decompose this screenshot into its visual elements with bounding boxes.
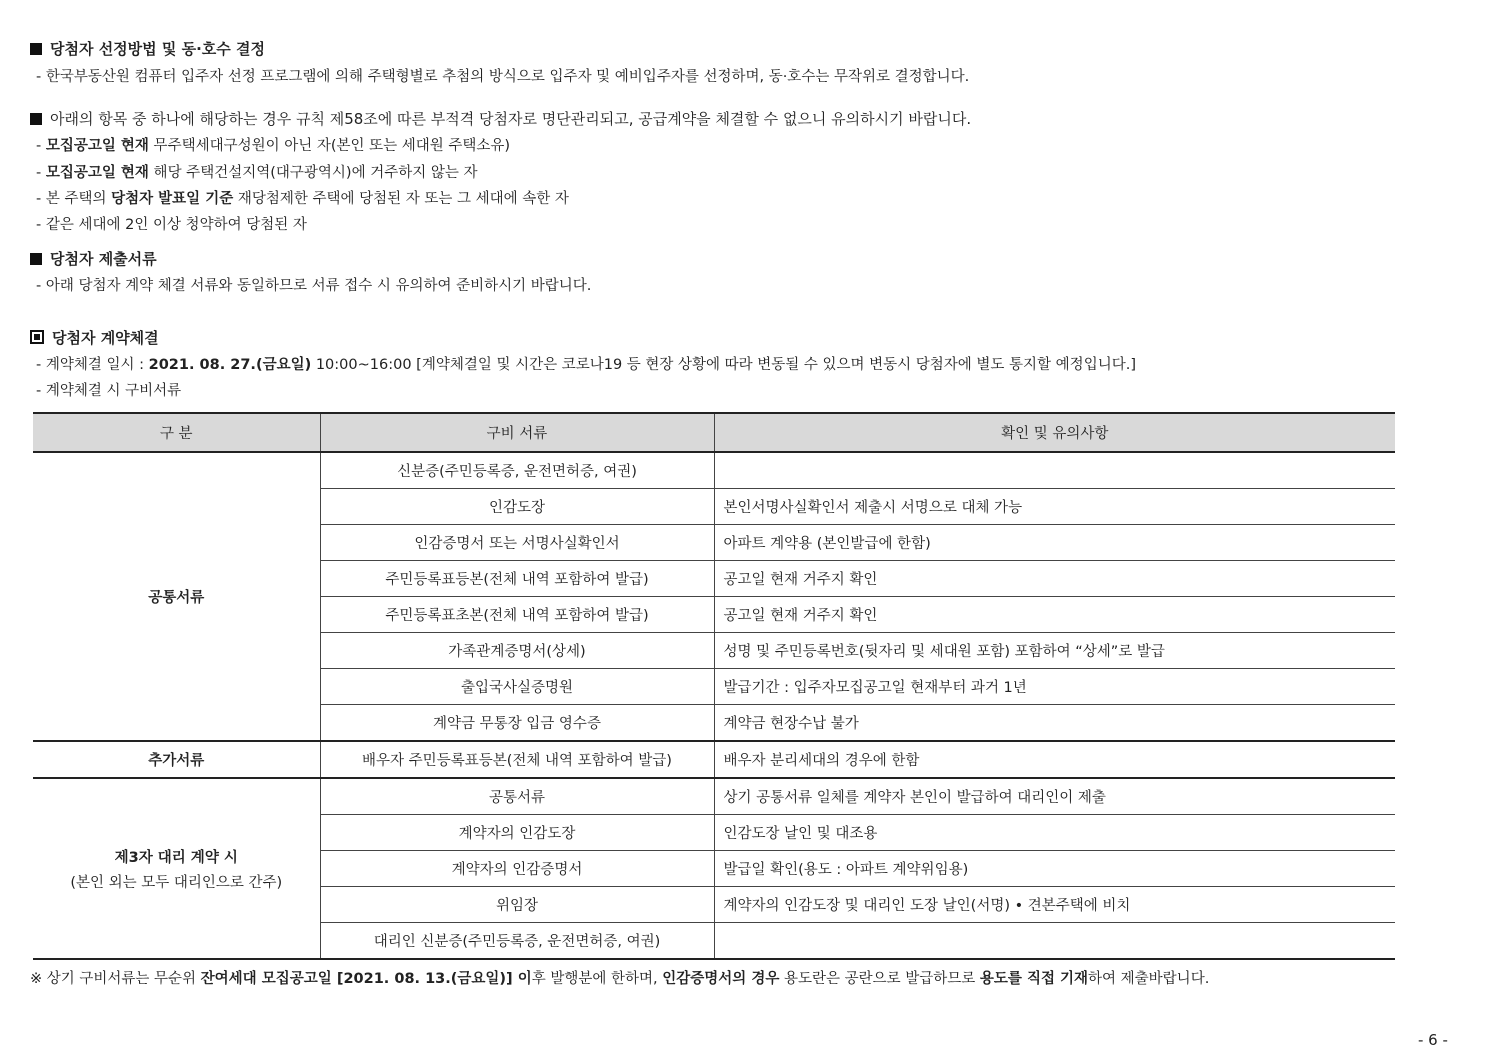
section-submission-heading: 당첨자 제출서류 [30,248,157,269]
ineligible-item: - 본 주택의 당첨자 발표일 기준 재당첨제한 주택에 당첨된 자 또는 그 세대에 속한 자 [36,191,569,207]
note-cell: 계약자의 인감도장 및 대리인 도장 날인(서명) • 견본주택에 비치 [714,887,1395,923]
header-category: 구 분 [33,413,320,452]
document-cell: 주민등록표초본(전체 내역 포함하여 발급) [320,597,714,633]
category-proxy [33,778,320,959]
page-number: - 6 - [1418,1031,1448,1049]
category-extra: 추가서류 [33,741,320,778]
table-row [33,741,1395,778]
category-proxy-label: 제3자 대리 계약 시 [114,849,238,866]
document-cell: 출입국사실증명원 [320,669,714,705]
table-header-row [33,413,1395,452]
document-cell: 위임장 [320,887,714,923]
document-cell: 인감증명서 또는 서명사실확인서 [320,525,714,561]
note-cell: 계약금 현장수납 불가 [714,705,1395,742]
document-cell: 대리인 신분증(주민등록증, 운전면허증, 여권) [320,923,714,960]
note-cell [714,452,1395,489]
category-common: 공통서류 [33,452,320,741]
document-cell: 주민등록표등본(전체 내역 포함하여 발급) [320,561,714,597]
note-cell [714,923,1395,960]
square-bullet-icon [30,113,42,125]
contract-date-line: - 계약체결 일시 : 2021. 08. 27.(금요일) 10:00~16:00 [계약체결일 및 시간은 코로나19 등 현장 상황에 따라 변동될 수 있으며 변동시 당첨자에 별도 통지할 예정입니다.] [36,357,1136,373]
document-cell: 신분증(주민등록증, 운전면허증, 여권) [320,452,714,489]
document-cell: 계약자의 인감도장 [320,815,714,851]
table-row [33,778,1395,815]
note-cell: 발급일 확인(용도 : 아파트 계약위임용) [714,851,1395,887]
header-document: 구비 서류 [320,413,714,452]
document-cell: 배우자 주민등록표등본(전체 내역 포함하여 발급) [320,741,714,778]
note-cell: 공고일 현재 거주지 확인 [714,597,1395,633]
selection-description: - 한국부동산원 컴퓨터 입주자 선정 프로그램에 의해 주택형별로 추첨의 방식으로 입주자 및 예비입주자를 선정하며, 동·호수는 무작위로 결정합니다. [36,69,970,85]
note-cell: 성명 및 주민등록번호(뒷자리 및 세대원 포함) 포함하여 “상세”로 발급 [714,633,1395,669]
document-cell: 계약금 무통장 입금 영수증 [320,705,714,742]
section-selection-heading: 당첨자 선정방법 및 동·호수 결정 [30,38,265,59]
note-cell: 본인서명사실확인서 제출시 서명으로 대체 가능 [714,489,1395,525]
document-cell: 공통서류 [320,778,714,815]
document-cell: 계약자의 인감증명서 [320,851,714,887]
ineligible-item: - 모집공고일 현재 무주택세대구성원이 아닌 자(본인 또는 세대원 주택소유) [36,138,511,154]
submission-description: - 아래 당첨자 계약 체결 서류와 동일하므로 서류 접수 시 유의하여 준비하시기 바랍니다. [36,278,592,294]
square-bullet-icon [30,253,42,265]
note-cell: 공고일 현재 거주지 확인 [714,561,1395,597]
table-row [33,452,1395,489]
category-proxy-note: (본인 외는 모두 대리인으로 간주) [70,874,283,891]
document-cell: 가족관계증명서(상세) [320,633,714,669]
note-cell: 아파트 계약용 (본인발급에 한함) [714,525,1395,561]
header-notes: 확인 및 유의사항 [714,413,1395,452]
ineligible-item: - 모집공고일 현재 해당 주택건설지역(대구광역시)에 거주하지 않는 자 [36,165,478,181]
note-cell: 인감도장 날인 및 대조용 [714,815,1395,851]
square-outline-bullet-icon [30,330,44,344]
note-cell: 발급기간 : 입주자모집공고일 현재부터 과거 1년 [714,669,1395,705]
footnote: ※ 상기 구비서류는 무순위 잔여세대 모집공고일 [2021. 08. 13.(금요일)] 이후 발행분에 한하며, 인감증명서의 경우 용도란은 공란으로 발급하므로 용도를 직접 기재하여 제출바랍니다. [30,971,1210,987]
document-cell: 인감도장 [320,489,714,525]
ineligible-item: - 같은 세대에 2인 이상 청약하여 당첨된 자 [36,217,307,233]
section-ineligible-heading: 아래의 항목 중 하나에 해당하는 경우 규칙 제58조에 따른 부적격 당첨자로 명단관리되고, 공급계약을 체결할 수 없으니 유의하시기 바랍니다. [30,108,971,129]
section-contract-heading: 당첨자 계약체결 [30,327,159,348]
contract-docs-line: - 계약체결 시 구비서류 [36,383,182,399]
square-bullet-icon [30,43,42,55]
note-cell: 배우자 분리세대의 경우에 한함 [714,741,1395,778]
required-documents-table [33,412,1395,960]
note-cell: 상기 공통서류 일체를 계약자 본인이 발급하여 대리인이 제출 [714,778,1395,815]
